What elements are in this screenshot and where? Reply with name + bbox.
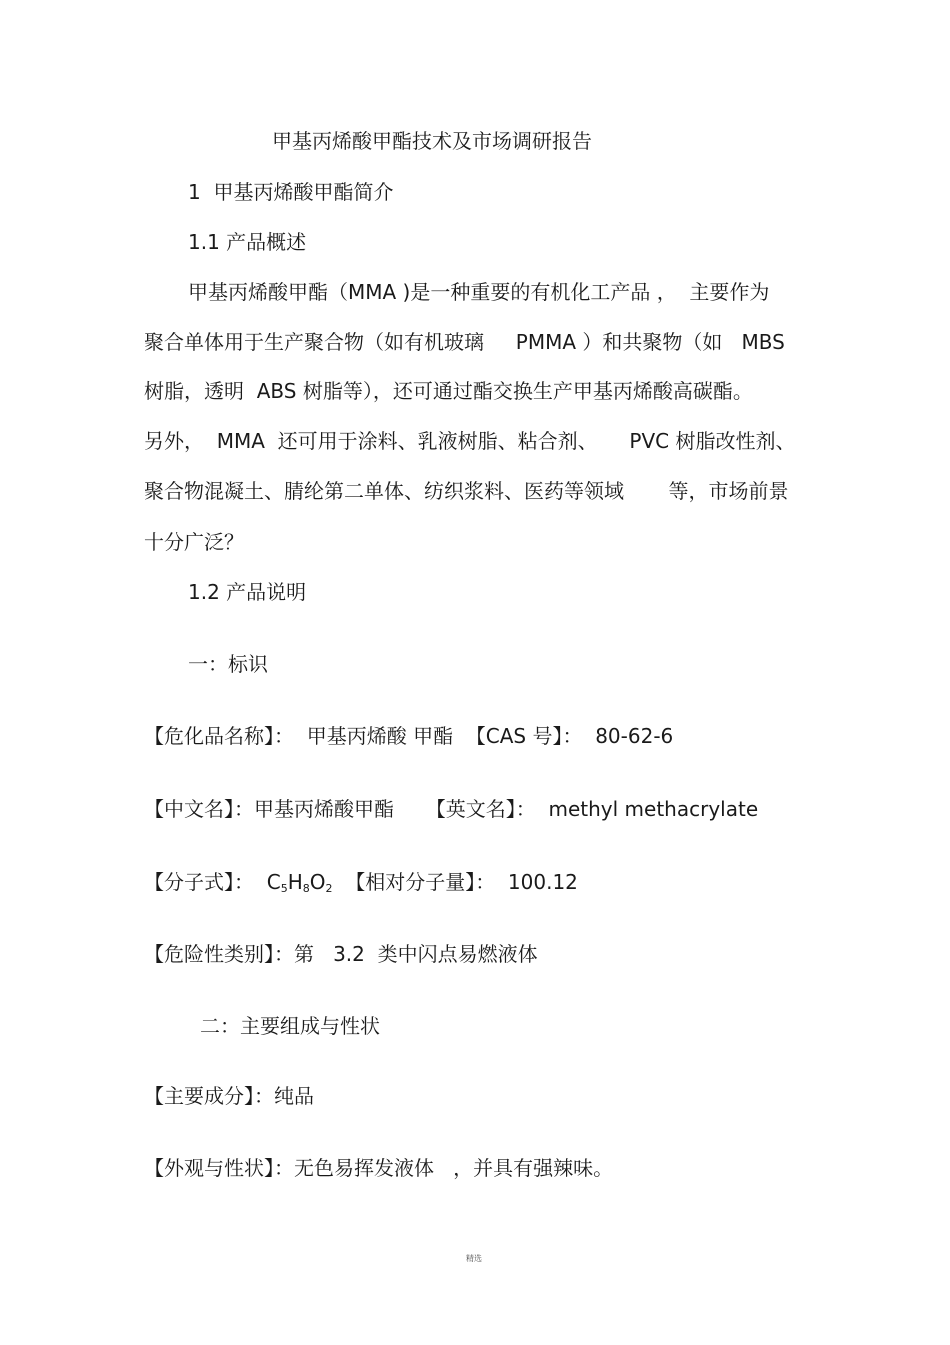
subsection-identification: 一：标识 [188, 652, 268, 676]
name-field: 【中文名】：甲基丙烯酸甲酯 【英文名】： methyl methacrylate [144, 797, 759, 821]
section-heading-1: 1 甲基丙烯酸甲酯简介 [188, 180, 394, 204]
overview-line: 另外， MMA 还可用于涂料、乳液树脂、粘合剂、 PVC 树脂改性剂、 [144, 429, 796, 453]
formula-hydrogen: H [287, 870, 303, 894]
main-component-field: 【主要成分】：纯品 [144, 1084, 314, 1108]
formula-label: 【分子式】： [144, 870, 267, 894]
appearance-field: 【外观与性状】：无色易挥发液体 ，并具有强辣味。 [144, 1156, 614, 1180]
overview-line: 树脂，透明 ABS 树脂等），还可通过酯交换生产甲基丙烯酸高碳酯。 [144, 379, 753, 403]
formula-carbon-count: 5 [280, 882, 288, 895]
section-heading-1-2: 1.2 产品说明 [188, 580, 307, 604]
section-heading-1-1: 1.1 产品概述 [188, 230, 307, 254]
formula-oxygen: O [309, 870, 326, 894]
molecular-weight: 【相对分子量】： 100.12 [332, 870, 578, 894]
hazard-name-field: 【危化品名称】： 甲基丙烯酸 甲酯 【CAS 号】： 80-62-6 [144, 724, 674, 748]
overview-line: 甲基丙烯酸甲酯（MMA )是一种重要的有机化工产品 ， 主要作为 [188, 280, 770, 304]
overview-line: 十分广泛？ [144, 530, 244, 554]
page-footer: 精选 [466, 1254, 482, 1263]
document-title: 甲基丙烯酸甲酯技术及市场调研报告 [272, 129, 592, 153]
formula-field [144, 869, 578, 899]
formula-hydrogen-count: 8 [302, 882, 310, 895]
hazard-class-field: 【危险性类别】：第 3.2 类中闪点易燃液体 [144, 942, 538, 966]
formula-carbon: C [266, 870, 281, 894]
overview-line: 聚合单体用于生产聚合物（如有机玻璃 PMMA ）和共聚物（如 MBS [144, 330, 785, 354]
subsection-composition: 二：主要组成与性状 [200, 1014, 380, 1038]
overview-line: 聚合物混凝土、腈纶第二单体、纺织浆料、医药等领域 等，市场前景 [144, 479, 789, 503]
formula-oxygen-count: 2 [325, 882, 333, 895]
